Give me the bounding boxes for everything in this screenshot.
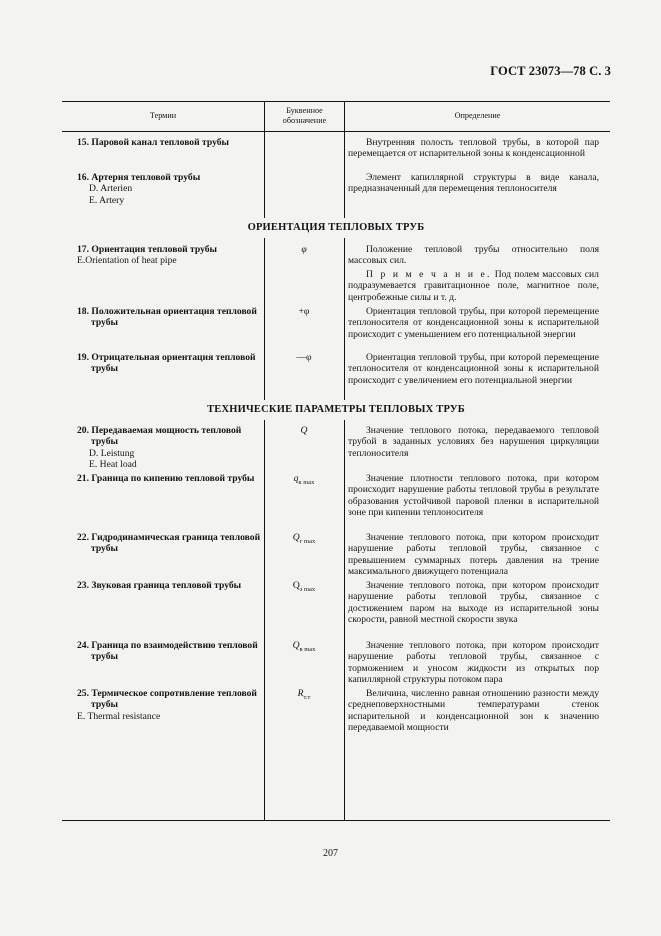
term-english: E. Artery — [89, 194, 125, 206]
symbol-cell: Q — [300, 425, 308, 436]
symbol-subscript: з max — [299, 585, 316, 593]
page-number: 207 — [323, 848, 338, 859]
term-name: 18. Положительная ориентация тепловой трубы — [77, 306, 257, 329]
term-cell — [77, 244, 261, 267]
symbol-subscript: к max — [298, 478, 315, 486]
definition-cell — [348, 425, 599, 459]
definition-cell — [348, 640, 599, 686]
term-cell — [77, 306, 261, 329]
definition-cell — [348, 352, 599, 386]
term-cell — [77, 532, 261, 555]
note-text: Под полем массовых сил подразумевается гравитационное поле, магнитное поле, центробежные силы и т. д. — [348, 268, 599, 303]
definition-cell — [348, 306, 599, 340]
definition-text: Величина, численно равная отношению разности между среднеповерхностными температурами стенок испарительной и конденсационной зон к значению передаваемой мощности — [348, 688, 599, 734]
term-english: E. Heat load — [89, 459, 137, 471]
term-name: 24. Граница по взаимодействию тепловой трубы — [77, 640, 258, 663]
definition-cell — [348, 580, 599, 626]
definition-text: Значение теплового потока, передаваемого тепловой трубой в заданных условиях без нарушения циркуляции теплоносителя — [348, 425, 599, 459]
standard-header: ГОСТ 23073—78 С. 3 — [490, 64, 611, 78]
definition-cell — [348, 532, 599, 578]
definition-text: Значение теплового потока, при котором происходит нарушение работы тепловой трубы, связанное с торможением и уносом жидкости из открытых пор капиллярной структуры потоком пара — [348, 640, 599, 686]
symbol-cell: —φ — [296, 352, 312, 363]
column-header-definition: Определение — [454, 111, 501, 120]
table-bottom-rule — [62, 820, 610, 821]
term-name: 19. Отрицательная ориентация тепловой трубы — [77, 352, 256, 375]
term-name: 25. Термическое сопротивление тепловой трубы — [77, 688, 257, 711]
symbol-subscript: т.т — [303, 693, 311, 701]
symbol-cell — [264, 532, 344, 547]
term-german: D. Leistung — [89, 447, 135, 459]
symbol-subscript: в max — [299, 645, 316, 653]
term-name: 22. Гидродинамическая граница тепловой трубы — [77, 532, 261, 555]
section-heading-orientation: ОРИЕНТАЦИЯ ТЕПЛОВЫХ ТРУБ — [247, 222, 425, 233]
term-cell — [77, 640, 261, 663]
symbol-cell — [264, 688, 344, 703]
table-header-rule — [62, 131, 610, 132]
definition-text: Ориентация тепловой трубы, при которой перемещение теплоносителя от конденсационной зоны к испарительной происходит с уменьшением его потенциальной энергии — [348, 306, 599, 340]
symbol-cell — [264, 640, 344, 655]
definition-text: Значение теплового потока, при котором происходит нарушение работы тепловой трубы, связанное с достижением паром на выходе из испарительной зоны скорости, равной местной скорости звука — [348, 580, 599, 626]
term-name: 23. Звуковая граница тепловой трубы — [77, 580, 242, 591]
symbol-cell — [264, 580, 344, 595]
symbol-letter: R — [297, 688, 304, 699]
term-cell — [77, 580, 261, 591]
definition-cell — [348, 172, 599, 195]
definition-cell — [348, 473, 599, 519]
symbol-cell: φ — [301, 244, 307, 255]
term-cell — [77, 137, 261, 148]
term-cell — [77, 352, 261, 375]
definition-text: Элемент капиллярной структуры в виде канала, предназначенный для перемещения теплоносителя — [348, 172, 599, 195]
term-german: D. Arterien — [89, 183, 133, 195]
symbol-letter: q — [293, 473, 299, 484]
definition-text: Значение теплового потока, при котором происходит нарушение работы тепловой трубы, связанное с превышением суммарных потерь давления на трение максимального движущего потенциала — [348, 532, 599, 578]
definition-note — [348, 269, 599, 303]
column-header-term: Термин — [149, 111, 177, 120]
symbol-cell — [264, 473, 344, 488]
term-english: E.Orientation of heat pipe — [77, 255, 177, 267]
column-divider-left-b — [264, 238, 265, 400]
term-cell — [77, 688, 261, 722]
column-header-symbol: Буквенное обозначение — [282, 106, 327, 125]
definition-text: Положение тепловой трубы относительно поля массовых сил. — [348, 244, 599, 267]
term-name: 16. Артерия тепловой трубы — [77, 172, 201, 183]
term-name: 20. Передаваемая мощность тепловой трубы — [77, 425, 242, 448]
term-name: 17. Ориентация тепловой трубы — [77, 244, 218, 255]
definition-text: Внутренняя полость тепловой трубы, в которой пар перемещается от испарительной зоны к конденсационной — [348, 137, 599, 160]
section-heading-parameters: ТЕХНИЧЕСКИЕ ПАРАМЕТРЫ ТЕПЛОВЫХ ТРУБ — [207, 404, 465, 415]
term-name: 21. Граница по кипению тепловой трубы — [77, 473, 255, 484]
term-english: E. Thermal resistance — [77, 710, 161, 722]
definition-text: Ориентация тепловой трубы, при которой перемещение теплоносителя от конденсационной зоны к испарительной происходит с увеличением его потенциальной энергии — [348, 352, 599, 386]
term-name: 15. Паровой канал тепловой трубы — [77, 137, 230, 148]
definition-cell — [348, 688, 599, 734]
definition-text: Значение плотности теплового потока, при котором происходит нарушение работы тепловой трубы в результате образования устойчивой паровой пленки в испарительной зоне при кипении теплоносителя — [348, 473, 599, 519]
symbol-subscript: г max — [299, 537, 316, 545]
symbol-letter: Q — [292, 532, 300, 543]
term-cell — [77, 425, 261, 471]
symbol-letter: Q — [292, 580, 300, 591]
symbol-letter: Q — [292, 640, 300, 651]
symbol-cell: +φ — [298, 306, 310, 317]
term-cell — [77, 473, 261, 484]
term-cell — [77, 172, 261, 206]
column-divider-right-c — [344, 420, 345, 820]
column-divider-right-b — [344, 238, 345, 400]
definition-cell — [348, 244, 599, 303]
definition-cell — [348, 137, 599, 160]
note-label: П р и м е ч а н и е. — [366, 268, 492, 280]
